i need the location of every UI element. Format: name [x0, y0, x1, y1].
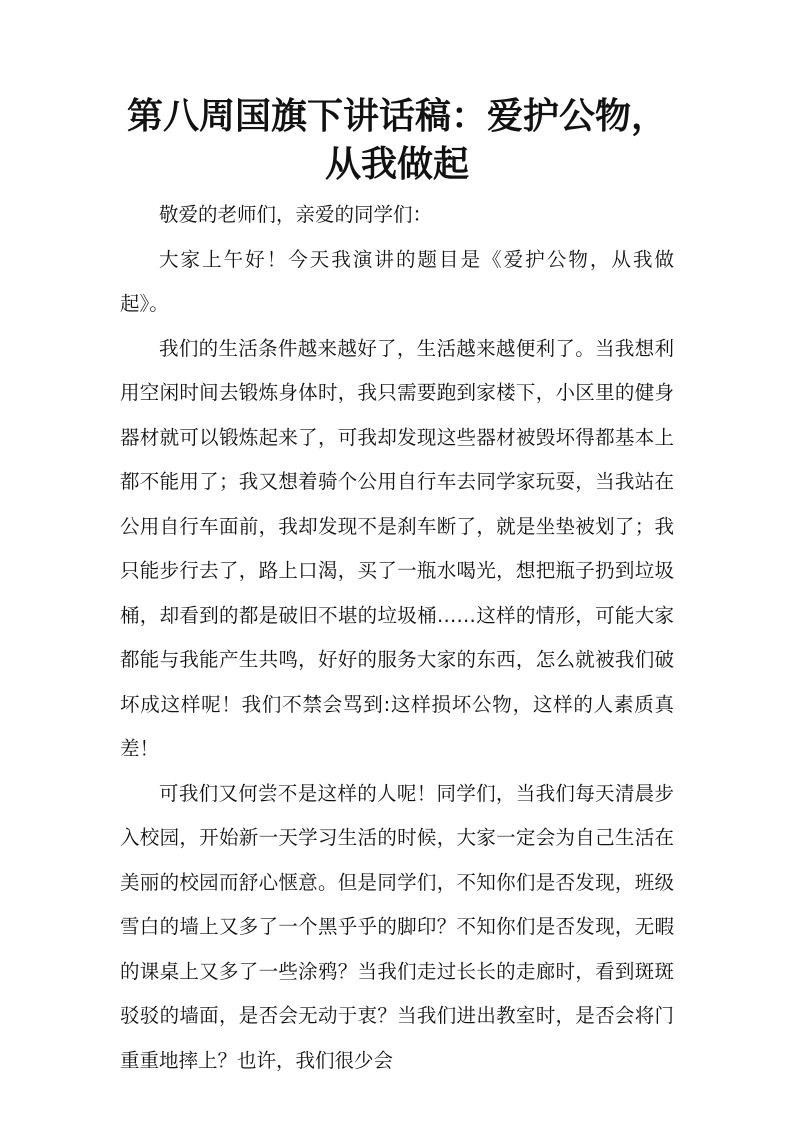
document-body: [120, 193, 674, 1083]
body-paragraph: 可我们又何尝不是这样的人呢！同学们，当我们每天清晨步入校园，开始新一天学习生活的时候，大家一定会为自己生活在美丽的校园而舒心惬意。但是同学们，不知你们是否发现，班级雪白的墙上又多了一个黑乎乎的脚印？不知你们是否发现，无暇的课桌上又多了一些涂鸦？当我们走过长长的走廊时，看到斑斑驳驳的墙面，是否会无动于衷？当我们进出教室时，是否会将门重重地摔上？也许，我们很少会: [120, 781, 674, 1072]
document-title: 第八周国旗下讲话稿：爱护公物，从我做起: [126, 95, 667, 185]
salutation-paragraph: 敬爱的老师们，亲爱的同学们：: [159, 203, 433, 226]
body-paragraph: 我们的生活条件越来越好了，生活越来越便利了。当我想利用空闲时间去锻炼身体时，我只需要跑到家楼下，小区里的健身器材就可以锻炼起来了，可我却发现这些器材被毁坏得都基本上都不能用了；我又想着骑个公用自行车去同学家玩耍，当我站在公用自行车面前，我却发现不是刹车断了，就是坐垫被划了；我只能步行去了，路上口渴，买了一瓶水喝光，想把瓶子扔到垃圾桶，却看到的都是破旧不堪的垃圾桶……这样的情形，可能大家都能与我能产生共鸣，好好的服务大家的东西，怎么就被我们破坏成这样呢！我们不禁会骂到:这样损坏公物，这样的人素质真差！: [120, 336, 674, 760]
greeting-paragraph: 大家上午好！今天我演讲的题目是《爱护公物，从我做起》。: [120, 247, 674, 315]
